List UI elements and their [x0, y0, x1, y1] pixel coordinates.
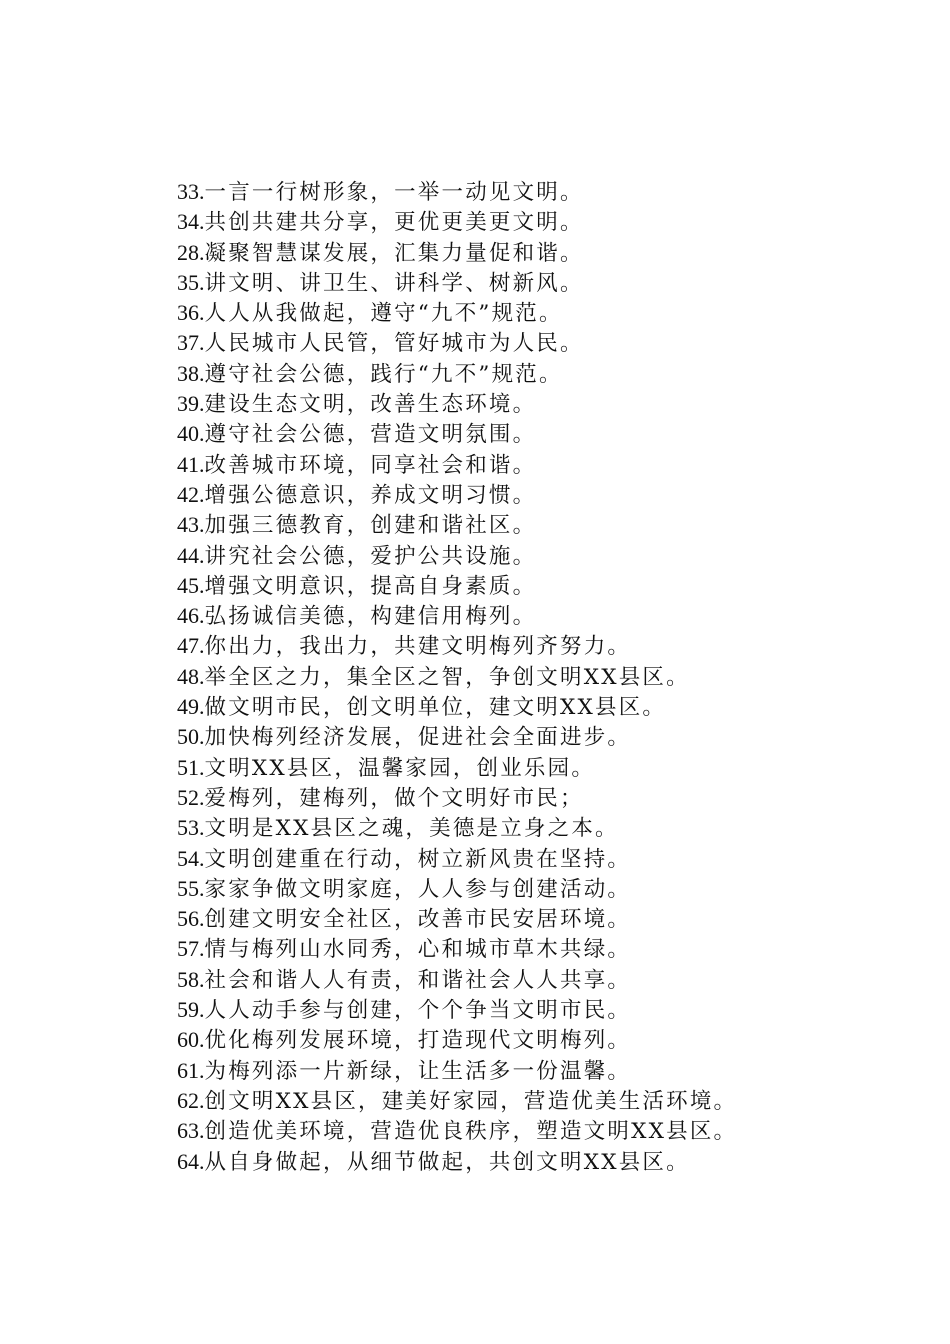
slogan-item	[177, 904, 877, 934]
slogan-number: 56.	[177, 906, 205, 932]
slogan-text: 增强文明意识，提高自身素质。	[204, 573, 537, 599]
slogan-item	[177, 419, 877, 449]
slogan-number: 62.	[177, 1087, 205, 1113]
slogan-item	[177, 177, 877, 207]
slogan-number: 63.	[177, 1118, 205, 1144]
slogan-number: 35.	[177, 269, 205, 295]
slogan-number: 39.	[177, 391, 205, 417]
slogan-number: 34.	[177, 209, 205, 235]
slogan-number: 50.	[177, 724, 205, 750]
slogan-number: 60.	[177, 1027, 205, 1053]
slogan-number: 59.	[177, 997, 205, 1023]
slogan-text: 人人从我做起，遵守“九不”规范。	[204, 301, 563, 327]
slogan-item	[177, 874, 877, 904]
slogan-text: 创造优美环境，营造优良秩序，塑造文明XX县区。	[204, 1119, 738, 1145]
slogan-number: 47.	[177, 633, 205, 659]
slogan-text: 人人动手参与创建，个个争当文明市民。	[204, 998, 632, 1024]
slogan-number: 49.	[177, 694, 205, 720]
slogan-number: 38.	[177, 360, 205, 386]
slogan-item	[177, 1147, 877, 1177]
slogan-number: 40.	[177, 421, 205, 447]
slogan-text: 举全区之力，集全区之智，争创文明XX县区。	[204, 664, 690, 690]
slogan-item	[177, 571, 877, 601]
slogan-number: 64.	[177, 1148, 205, 1174]
slogan-text: 社会和谐人人有责，和谐社会人人共享。	[204, 967, 632, 993]
slogan-item	[177, 298, 877, 328]
slogan-text: 情与梅列山水同秀，心和城市草木共绿。	[204, 937, 632, 963]
slogan-text: 优化梅列发展环境，打造现代文明梅列。	[204, 1028, 632, 1054]
slogan-number: 33.	[177, 179, 205, 204]
slogan-text: 增强公德意识，养成文明习惯。	[204, 482, 537, 508]
slogan-number: 58.	[177, 966, 205, 992]
slogan-item	[177, 541, 877, 571]
slogan-number: 43.	[177, 512, 205, 538]
slogan-text: 文明是XX县区之魂，美德是立身之本。	[204, 816, 619, 842]
slogan-number: 28.	[177, 239, 205, 265]
slogan-item	[177, 268, 877, 298]
slogan-text: 建设生态文明，改善生态环境。	[204, 392, 537, 418]
slogan-item	[177, 1056, 877, 1086]
slogan-text: 从自身做起，从细节做起，共创文明XX县区。	[204, 1149, 690, 1175]
slogan-text: 做文明市民，创文明单位，建文明XX县区。	[204, 695, 667, 721]
slogan-number: 57.	[177, 936, 205, 962]
slogan-item	[177, 328, 877, 358]
slogan-text: 爱梅列，建梅列，做个文明好市民；	[204, 785, 584, 811]
slogan-item	[177, 783, 877, 813]
slogan-item	[177, 934, 877, 964]
slogan-number: 41.	[177, 451, 205, 477]
slogan-item	[177, 631, 877, 661]
slogan-text: 你出力，我出力，共建文明梅列齐努力。	[204, 634, 632, 660]
slogan-item	[177, 692, 877, 722]
slogan-number: 48.	[177, 663, 205, 689]
slogan-item	[177, 844, 877, 874]
slogan-text: 文明创建重在行动，树立新风贵在坚持。	[204, 846, 632, 872]
slogan-text: 遵守社会公德，践行“九不”规范。	[204, 361, 563, 387]
slogan-number: 36.	[177, 300, 205, 326]
slogan-text: 家家争做文明家庭，人人参与创建活动。	[204, 876, 632, 902]
slogan-number: 44.	[177, 542, 205, 568]
slogan-item	[177, 450, 877, 480]
slogan-number: 55.	[177, 875, 205, 901]
slogan-number: 46.	[177, 603, 205, 629]
slogan-number: 53.	[177, 815, 205, 841]
slogan-item	[177, 389, 877, 419]
slogan-item	[177, 359, 877, 389]
slogan-text: 讲文明、讲卫生、讲科学、树新风。	[204, 270, 584, 296]
slogan-item	[177, 601, 877, 631]
slogan-text: 一言一行树形象，一举一动见文明。	[204, 180, 584, 205]
slogan-number: 54.	[177, 845, 205, 871]
slogan-text: 弘扬诚信美德，构建信用梅列。	[204, 604, 537, 630]
slogan-item	[177, 238, 877, 268]
slogan-text: 人民城市人民管，管好城市为人民。	[204, 331, 584, 357]
slogan-list	[177, 177, 877, 1177]
slogan-number: 52.	[177, 784, 205, 810]
slogan-text: 改善城市环境，同享社会和谐。	[204, 452, 537, 478]
slogan-text: 共创共建共分享，更优更美更文明。	[204, 210, 584, 236]
slogan-text: 加强三德教育，创建和谐社区。	[204, 513, 537, 539]
slogan-item	[177, 813, 877, 843]
slogan-item	[177, 207, 877, 237]
slogan-text: 加快梅列经济发展，促进社会全面进步。	[204, 725, 632, 751]
slogan-text: 讲究社会公德，爱护公共设施。	[204, 543, 537, 569]
slogan-item	[177, 510, 877, 540]
slogan-number: 51.	[177, 754, 205, 780]
slogan-number: 37.	[177, 330, 205, 356]
slogan-number: 61.	[177, 1057, 205, 1083]
slogan-text: 文明XX县区，温馨家园，创业乐园。	[204, 755, 596, 781]
slogan-text: 创建文明安全社区，改善市民安居环境。	[204, 907, 632, 933]
slogan-item	[177, 722, 877, 752]
slogan-item	[177, 965, 877, 995]
slogan-text: 为梅列添一片新绿，让生活多一份温馨。	[204, 1058, 632, 1084]
slogan-item	[177, 1086, 877, 1116]
slogan-text: 凝聚智慧谋发展，汇集力量促和谐。	[204, 240, 584, 266]
slogan-number: 45.	[177, 572, 205, 598]
slogan-text: 创文明XX县区，建美好家园，营造优美生活环境。	[204, 1088, 738, 1114]
slogan-text: 遵守社会公德，营造文明氛围。	[204, 422, 537, 448]
slogan-item	[177, 1025, 877, 1055]
slogan-item	[177, 480, 877, 510]
slogan-item	[177, 662, 877, 692]
slogan-number: 42.	[177, 481, 205, 507]
slogan-item	[177, 1116, 877, 1146]
slogan-item	[177, 753, 877, 783]
slogan-item	[177, 995, 877, 1025]
